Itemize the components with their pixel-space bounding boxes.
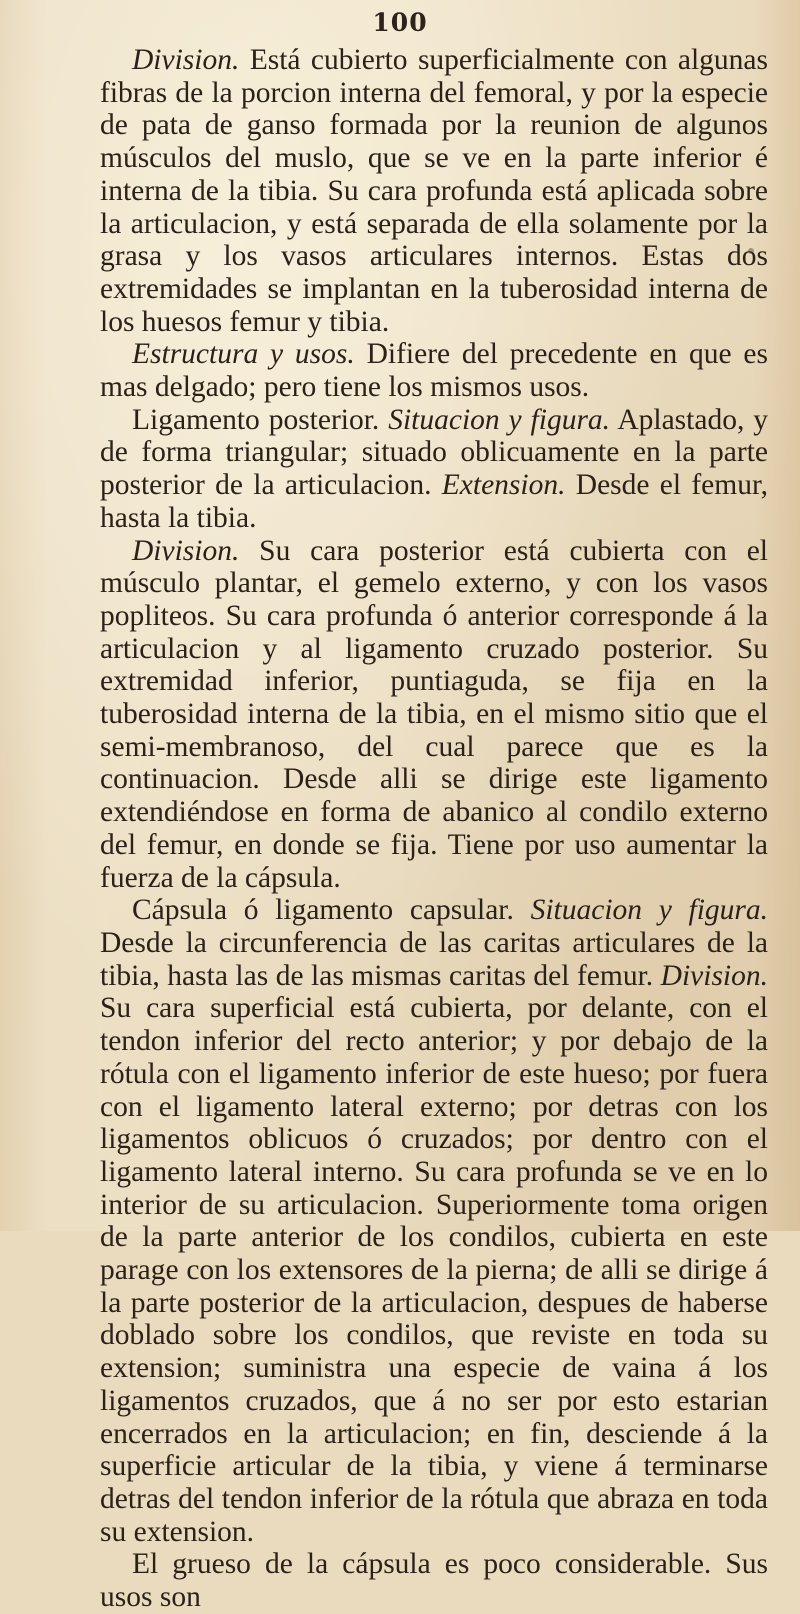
italic-heading: Estructura y usos. [132,338,355,371]
text-run: El grueso de la cápsula es poco considerable. Sus usos son [100,1548,768,1614]
italic-heading: Situacion y figura. [388,403,611,436]
text-run: Ligamento posterior. [132,403,389,436]
paragraph [100,44,768,338]
text-run: Desde la circunferencia de las caritas articulares de la tibia, hasta las de las mismas caritas del femur. [100,926,768,992]
page-number: 100 [372,8,428,37]
text-run: Su cara superficial está cubierta, por delante, con el tendon inferior del recto anterior; y por debajo de la rótula con el ligamento inferior de este hueso; por fuera con el ligamento lateral externo; por detras con los ligamentos oblicuos ó cruzados; por dentro con el ligamento lateral interno. Su cara profunda se ve en lo interior de su articulacion. Superiormente toma origen de la parte anterior de los condilos, cubierta en este parage con los extensores de la pierna; de alli se dirige á la parte posterior de la articulacion, despues de haberse doblado sobre los condilos, que reviste en toda su extension; suministra una especie de vaina á los ligamentos cruzados, que á no ser por esto estarian encerrados en la articulacion; en fin, desciende á la superficie articular de la tibia, y viene á terminarse detras del tendon inferior de la rótula que abraza en toda su extension. [100,992,768,1548]
paragraph [100,338,768,403]
text-run: Desde el femur, hasta la tibia. [100,469,768,534]
italic-heading: Division. [660,959,768,992]
text-run: Está cubierto superficialmente con algunas fibras de la porcion interna del femoral, y por la especie de pata de ganso formada por la reunion de algunos músculos del muslo, que se ve en la parte inferior é interna de la tibia. Su cara profunda está aplicada sobre la articulacion, y está separada de ella solamente por la grasa y los vasos articulares internos. Estas dos extremidades se implantan en la tuberosidad interna de los huesos femur y tibia. [100,44,768,338]
text-run: Difiere del precedente en que es mas delgado; pero tiene los mismos usos. [100,338,768,404]
text-run: Cápsula ó ligamento capsular. [132,894,531,927]
paragraph [100,1548,768,1613]
italic-heading: Situacion y figura. [530,894,768,927]
italic-heading: Division. [132,534,240,567]
text-run: Su cara posterior está cubierta con el músculo plantar, el gemelo externo, y con los vasos popliteos. Su cara profunda ó anterior corresponde á la articulacion y al ligamento cruzado posterior. Su extremidad inferior, puntiaguda, se fija en la tuberosidad interna de la tibia, en el mismo sitio que el semi-membranoso, del cual parece que es la continuacion. Desde alli se dirige este ligamento extendiéndose en forma de abanico al condilo externo del femur, en donde se fija. Tiene por uso aumentar la fuerza de la cápsula. [100,534,768,894]
text-run: Aplastado, y de forma triangular; situado oblicuamente en la parte posterior de la articulacion. [100,403,768,502]
italic-heading: Division. [132,44,240,76]
italic-heading: Extension. [441,469,566,502]
paragraph [100,404,768,535]
paragraph [100,894,768,1548]
body-text [100,44,768,1614]
paragraph [100,535,768,895]
